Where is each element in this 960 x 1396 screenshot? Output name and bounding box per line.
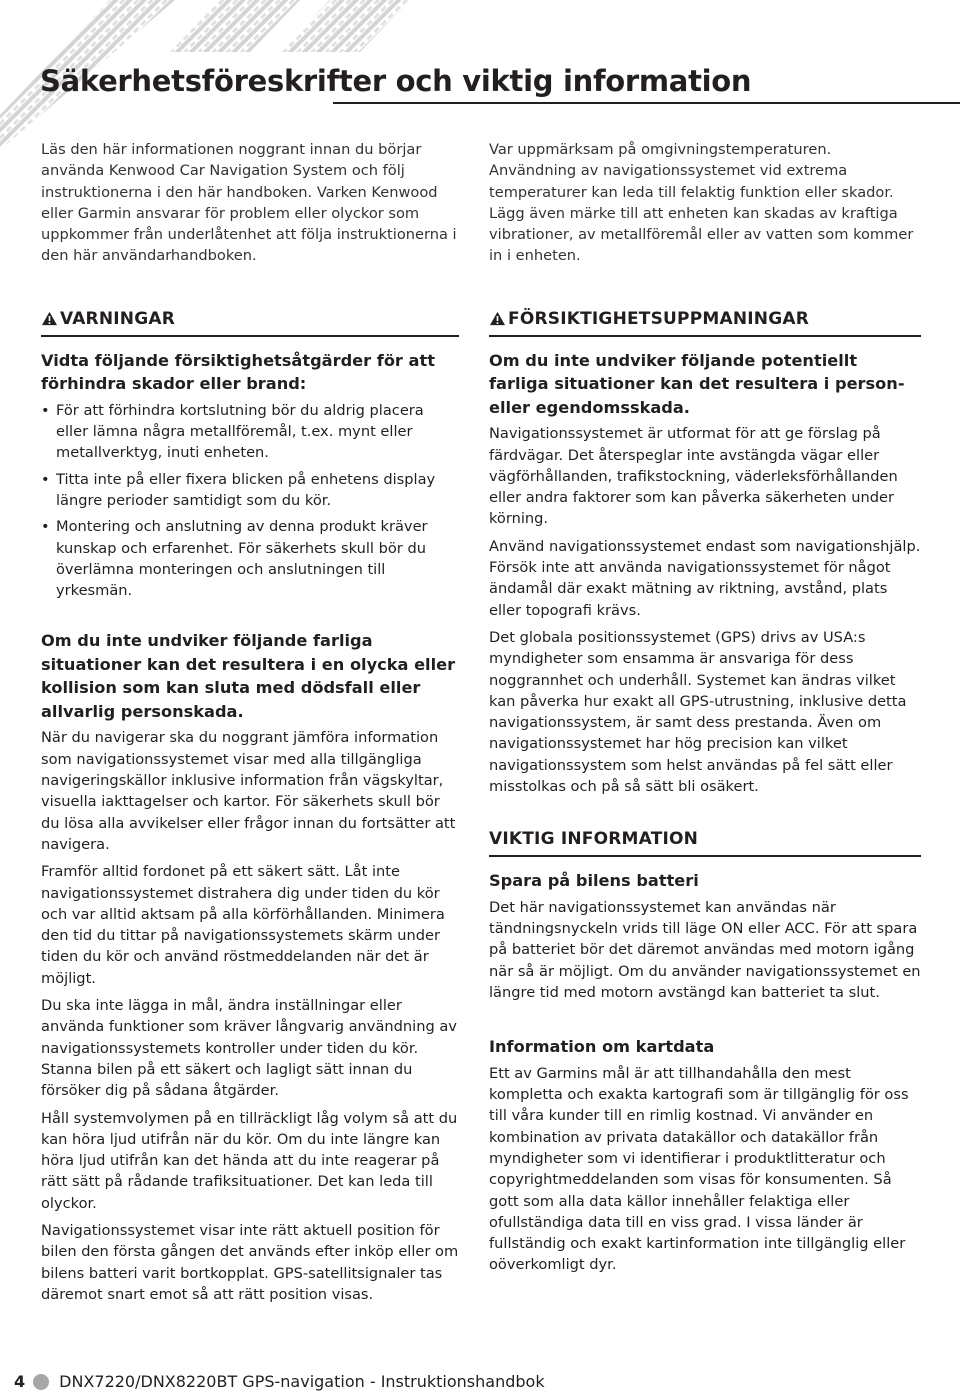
intro-left [41,139,459,267]
warnings-paragraph: Navigationssystemet visar inte rätt aktuell position för bilen den första gången det används efter inköp eller om bilens batteri varit bortkopplat. GPS-satellitsignaler tas däremot snart emot så att rätt position visas. [41,1221,459,1303]
circle-icon [33,1374,49,1390]
warnings-heading-label: VARNINGAR [60,308,176,329]
page-title: Säkerhetsföreskrifter och viktig information [40,64,752,98]
cautions-paragraph: Navigationssystemet är utformat för att ge förslag på färdvägar. Det återspeglar inte avstängda vägar eller vägförhållanden, trafikstockning, väderleksförhållanden eller andra faktorer som kan påverka säkerheten under körning. [489,425,898,528]
intro-right-text: Var uppmärksam på omgivningstemperaturen. Användning av navigationssystemet vid extrema temperaturer kan leda till felaktig funktion eller skador. Lägg även märke till att enheten kan skadas av kraftiga vibrationer, av metallföremål eller av vatten som kommer in i enheten. [489,141,914,265]
footer-text: DNX7220/DNX8220BT GPS-navigation - Instruktionshandbok [59,1372,545,1391]
bullet-icon: • [41,518,50,536]
battery-text: Det här navigationssystemet kan användas när tändningsnyckeln vrids till läge ON eller ACC. För att spara på batteriet bör det däremot användas med motorn igång när så är möjligt. Om du använder navigationssystemet en längre tid med motorn avstängd kan batteriet ta slut. [489,898,921,1002]
danger-heading: Om du inte undviker följande farliga situationer kan det resultera i en olycka eller kollision som kan sluta med dödsfall eller allvarlig personskada. [41,631,456,721]
bullet-icon: • [41,401,50,419]
cautions-heading [489,309,921,337]
important-heading [489,829,921,857]
left-column [41,139,459,1311]
intro-right [489,139,921,267]
list-item: • För att förhindra kortslutning bör du aldrig placera eller lämna några metallföremål, t.ex. mynt eller metallverktyg, inuti enheten. [41,401,424,462]
warnings-subheading: Vidta följande försiktighetsåtgärder för att förhindra skador eller brand: [41,350,435,394]
list-item: • Titta inte på eller fixera blicken på enhetens display längre perioder samtidigt som du kör. [41,470,436,509]
warnings-paragraph: När du navigerar ska du noggrant jämföra information som navigationssystemet visar med alla tillgängliga navigeringskällor inklusive information från vägskyltar, visuella iakttagelser och kartor. För säkerhets skull bör du lösa alla avvikelser eller frågor innan du fortsätter att navigera. [41,729,456,853]
cautions-subheading: Om du inte undviker följande potentiellt farliga situationer kan det resultera i person- eller egendomsskada. [489,350,905,417]
bullet-icon: • [41,470,50,488]
list-item: • Montering och anslutning av denna produkt kräver kunskap och erfarenhet. För säkerhets skull bör du överlämna monteringen och anslutningen till yrkesmän. [41,518,428,600]
page-number: 4 [14,1372,26,1391]
warnings-paragraph: Framför alltid fordonet på ett säkert sätt. Låt inte navigationssystemet distrahera dig under tiden du kör och var alltid aktsam på alla körförhållanden. Minimera den tid du tittar på navigationssystemets skärm under tiden du kör och använd röstmeddelanden när det är möjligt. [41,863,445,987]
title-rule [333,102,960,104]
important-heading-label: VIKTIG INFORMATION [489,829,699,850]
cautions-paragraph: Det globala positionssystemet (GPS) drivs av USA:s myndigheter som ensamma är ansvariga för dess noggrannhet och underhåll. Systemet kan ändras vilket kan påverka hur exakt all GPS-utrustning, inklusive detta navigationssystem, är samt dess prestanda. Även om navigationssystemet har hög precision kan vilket navigationssystem som helst användas på fel sätt eller misstolkas och på så sätt bli osäkert. [489,628,907,796]
right-column [489,139,921,1282]
map-data-text: Ett av Garmins mål är att tillhandahålla den mest kompletta och exakta kartografi som är tillgänglig för oss till våra kunder till en rimlig kostnad. Vi använder en kombination av privata datakällor och datakällor från myndigheter som vi identifierar i produktlitteratur och copyrightmeddelanden som visas för konsumenten. Så gott som alla data källor innehåller felaktiga eller ofullständiga data till en viss grad. I vissa länder är fullständig och exakt kartinformation inte tillgänglig eller oöverkomligt dyr. [489,1064,909,1274]
warnings-heading [41,309,459,337]
intro-left-text: Läs den här informationen noggrant innan du börjar använda Kenwood Car Navigation System och följ instruktionerna i den här handboken. Varken Kenwood eller Garmin ansvarar för problem eller olyckor som uppkommer från underlåtenhet att följa instruktionerna i den här användarhandboken. [41,141,457,265]
warnings-bullet-list [41,400,459,602]
cautions-heading-label: FÖRSIKTIGHETSUPPMANINGAR [508,308,810,329]
cautions-paragraph: Använd navigationssystemet endast som navigationshjälp. Försök inte att använda navigationssystemet för något ändamål där exakt mätning av riktning, avstånd, plats eller topografi krävs. [489,537,921,619]
warnings-paragraph: Håll systemvolymen på en tillräckligt låg volym så att du kan höra ljud utifrån när du kör. Om du inte längre kan höra ljud utifrån kan det hända att du inte reagerar på rätt sätt på rådande trafiksituationer. Det kan leda till olyckor. [41,1109,458,1212]
battery-heading: Spara på bilens batteri [489,871,699,891]
page-footer [14,1372,545,1391]
warnings-paragraph: Du ska inte lägga in mål, ändra inställningar eller använda funktioner som kräver långvarig användning av navigationssystemets kontroller under tiden du kör. Stanna bilen på ett säkert och lagligt sätt innan du försöker dig på sådana åtgärder. [41,997,457,1100]
map-data-heading: Information om kartdata [489,1037,715,1057]
warning-icon [41,311,58,326]
warning-icon [489,311,506,326]
